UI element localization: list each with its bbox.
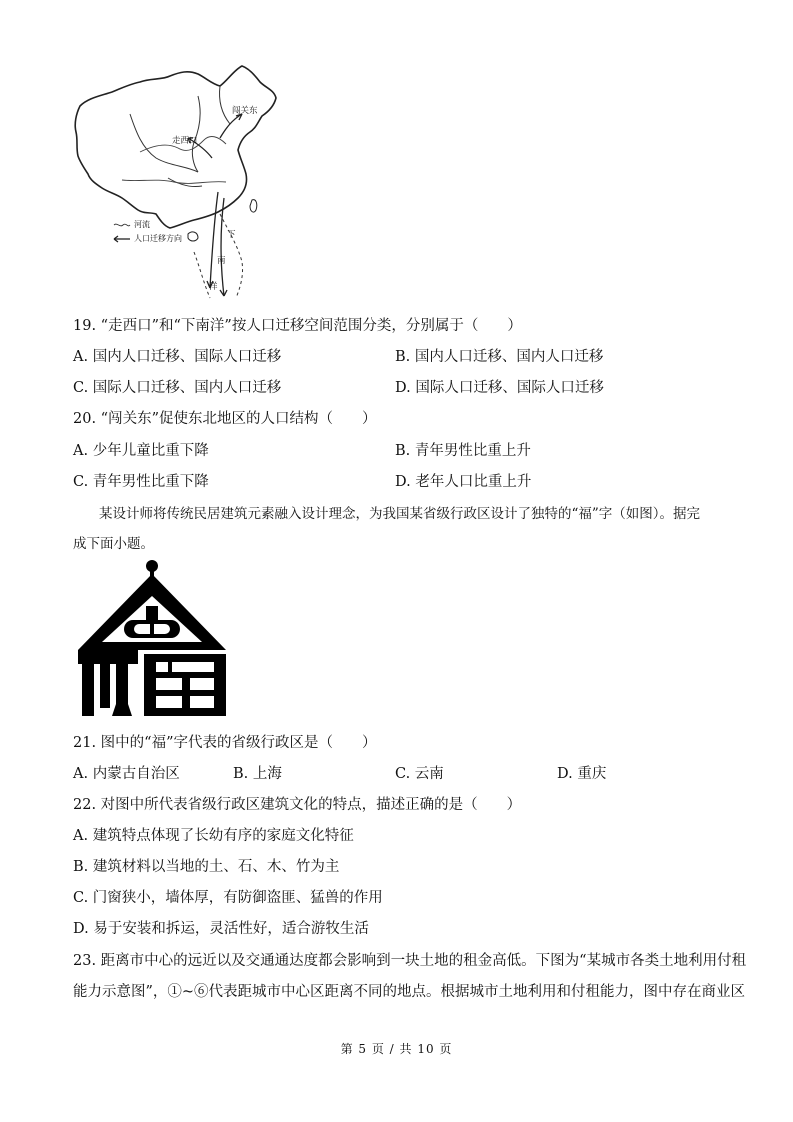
label-xia: 下 [227,230,236,240]
q22-option-c: C. 门窗狭小，墙体厚，有防御盗匪、猛兽的作用 [73,890,383,906]
xia-nanyang-arrow-2 [221,198,224,296]
q22-stem: 22. 对图中所代表省级行政区建筑文化的特点，描述正确的是（ ） [73,797,522,813]
q21-option-b: B. 上海 [233,766,282,782]
q19-option-d: D. 国际人口迁移、国际人口迁移 [395,380,604,396]
q20-option-a: A. 少年儿童比重下降 [73,443,209,459]
intro-line-2: 成下面小题。 [73,536,154,552]
q21-option-c: C. 云南 [395,766,444,782]
page-footer: 第 5 页 / 共 10 页 [340,1042,453,1056]
label-zou-xikou: 走西口 [172,136,198,146]
q21-option-d: D. 重庆 [557,766,607,782]
q22-option-b: B. 建筑材料以当地的土、石、木、竹为主 [73,859,340,875]
q19-option-b: B. 国内人口迁移、国内人口迁移 [395,349,604,365]
q20-stem: 20. “闯关东”促使东北地区的人口结构（ ） [73,411,377,427]
fu-svg [72,558,232,720]
q21-stem: 21. 图中的“福”字代表的省级行政区是（ ） [73,735,377,751]
taiwan [250,200,257,212]
legend-migration-label: 人口迁移方向 [134,234,182,243]
map-svg [70,62,280,306]
legend-river-symbol [114,224,130,226]
china-migration-map [70,62,280,306]
label-chuang-guandong: 闯关东 [232,106,258,116]
q19-option-c: C. 国际人口迁移、国内人口迁移 [73,380,282,396]
q23-line-1: 23. 距离市中心的远近以及交通通达度都会影响到一块土地的租金高低。下图为“某城市各类土地利用付租 [73,953,747,969]
label-yang: 洋 [209,282,218,292]
q20-option-c: C. 青年男性比重下降 [73,474,209,490]
q19-stem: 19. “走西口”和“下南洋”按人口迁移空间范围分类，分别属于（ ） [73,318,522,334]
intro-line-1: 某设计师将传统民居建筑元素融入设计理念，为我国某省级行政区设计了独特的“福”字（如图）。据完 [99,506,701,522]
legend-river-label: 河流 [134,220,150,229]
q21-option-a: A. 内蒙古自治区 [73,766,180,782]
q23-line-2: 能力示意图”，①~⑥代表距城市中心区距离不同的地点。根据城市土地利用和付租能力，图中存在商业区 [73,984,746,1000]
q22-option-a: A. 建筑特点体现了长幼有序的家庭文化特征 [73,828,354,844]
hainan [188,232,198,241]
q22-option-d: D. 易于安装和拆运，灵活性好，适合游牧生活 [73,921,369,937]
q20-option-d: D. 老年人口比重上升 [395,474,532,490]
label-nan: 南 [217,256,226,266]
q20-option-b: B. 青年男性比重上升 [395,443,531,459]
q19-option-a: A. 国内人口迁移、国际人口迁移 [73,349,282,365]
fu-character-figure [72,558,232,720]
